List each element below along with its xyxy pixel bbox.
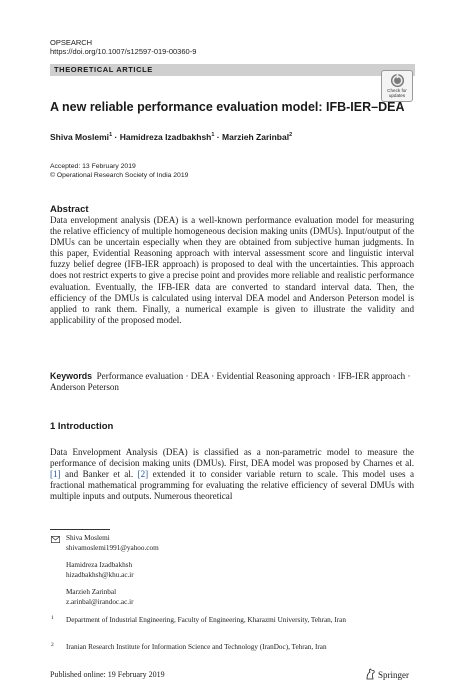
check-for-updates-line2: updates (388, 93, 406, 98)
publisher-logo (365, 668, 409, 681)
journal-name: OPSEARCH (50, 38, 93, 47)
springer-horse-icon (365, 668, 376, 680)
contact-email[interactable]: shivamoslemi1991@yahoo.com (66, 543, 159, 552)
author-name[interactable]: Shiva Moslemi (50, 131, 110, 142)
introduction-paragraph (50, 447, 414, 502)
contact-name: Shiva Moslemi (66, 534, 110, 542)
abstract-body: Data envelopment analysis (DEA) is a well-known performance evaluation model for measuring the relative efficiency of multiple homogeneous decision making units (DMUs). Input/output of the DMUs can be uncertain especially when they are obtained from subjective human judgments. In this paper, Evidential Reasoning approach with interval assessment score and linguistic interval fuzzy belief degree (IFB-IER approach) is proposed to deal with the uncertainties. This approach does not restrict experts to give a precise point and provides more reliable and realistic performance evaluation. Eventually, the IFB-IER data are converted to standard interval data. Then, the efficiency of the DMUs is calculated using interval DEA model and Anderson Peterson model is applied to rank them. Finally, a numerical example is given to illustrate the validity and applicability of the proposed model. (50, 215, 414, 325)
keywords-block (50, 371, 414, 393)
published-online-date: Published online: 19 February 2019 (50, 670, 165, 679)
contact-entry (66, 561, 134, 580)
envelope-icon (51, 536, 60, 543)
affiliation-number: 1 (51, 615, 54, 621)
article-title: A new reliable performance evaluation model: IFB-IER–DEA (50, 100, 405, 114)
author-list (50, 130, 292, 143)
author-name[interactable]: Hamidreza Izadbakhsh (119, 131, 212, 142)
citation-link[interactable]: [2] (137, 469, 149, 480)
affiliation-text: Iranian Research Institute for Information Science and Technology (IranDoc), Tehran, Iran (66, 643, 327, 651)
doi-link[interactable]: https://doi.org/10.1007/s12597-019-00360-9 (50, 47, 197, 56)
intro-text-part: Data Envelopment Analysis (DEA) is classified as a non-parametric model to measure the performance of decision making units (DMUs). First, DEA model was proposed by Charnes et al. (50, 447, 414, 469)
citation-link[interactable]: [1] (50, 469, 61, 480)
check-for-updates-line1: Check for (387, 88, 407, 93)
keywords-label: Keywords (50, 371, 93, 381)
intro-text-part: extended it to consider variable return to scale. This model uses a fractional mathematical programming for evaluating the relative efficiency of several DMUs with multiple inputs and outputs. Numerous theoretical (50, 469, 415, 502)
introduction-heading: 1 Introduction (50, 421, 114, 432)
contact-email[interactable]: hizadbakhsh@khu.ac.ir (66, 570, 134, 579)
contact-entry (66, 588, 133, 607)
article-type-bar: THEORETICAL ARTICLE (50, 64, 415, 76)
intro-text-part: and Banker et al. (65, 469, 134, 480)
author-separator: · (216, 131, 220, 142)
abstract-heading: Abstract (50, 204, 89, 215)
contact-email[interactable]: z.arinbal@irandoc.ac.ir (66, 597, 134, 606)
affiliation-text: Department of Industrial Engineering, Faculty of Engineering, Kharazmi University, Tehran, Iran (66, 616, 346, 624)
affiliation-number: 2 (51, 642, 54, 648)
author-affiliation-marker: 1 (109, 132, 113, 138)
check-for-updates-icon (390, 73, 405, 88)
publisher-name: Springer (378, 670, 409, 680)
contact-name: Marzieh Zarinbal (66, 588, 117, 596)
keywords-list: Performance evaluation · DEA · Evidential Reasoning approach · IFB-IER approach · Anderson Peterson (50, 371, 411, 393)
contact-name: Hamidreza Izadbakhsh (66, 561, 133, 569)
author-separator: · (114, 131, 118, 142)
contact-entry (66, 534, 159, 553)
author-affiliation-marker: 1 (211, 132, 215, 138)
footnote-divider (50, 529, 110, 530)
copyright-notice: © Operational Research Society of India 2019 (50, 172, 189, 179)
check-for-updates-button[interactable] (381, 70, 413, 102)
author-affiliation-marker: 2 (289, 132, 293, 138)
accepted-date: Accepted: 13 February 2019 (50, 163, 136, 170)
author-name[interactable]: Marzieh Zarinbal (222, 131, 290, 142)
